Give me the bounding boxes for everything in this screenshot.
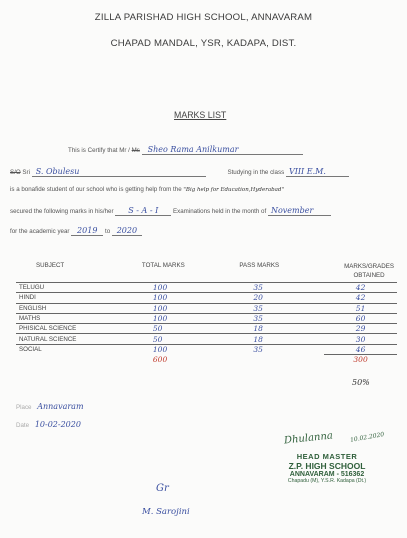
father-name: S. Obulesu xyxy=(32,167,206,177)
total-marks-cell: 100 xyxy=(139,283,231,293)
so-label: S/O xyxy=(10,169,21,176)
table-row xyxy=(16,313,397,323)
exam-prefix: secured the following marks in his/her xyxy=(10,208,114,215)
total-marks-cell: 100 xyxy=(139,344,231,354)
stamp-line-2: Z.P. HIGH SCHOOL xyxy=(288,461,366,471)
subject-cell: HINDI xyxy=(16,293,139,303)
pass-marks-cell: 18 xyxy=(231,324,324,334)
subject-cell: MATHS xyxy=(16,313,139,323)
obtained-marks-cell: 42 xyxy=(324,293,397,303)
headmaster-signature: Dhulanna xyxy=(283,430,334,447)
school-name: ZILLA PARISHAD HIGH SCHOOL, ANNAVARAM xyxy=(94,12,313,23)
totals-subject-cell xyxy=(16,355,139,365)
subject-cell: PHISICAL SCIENCE xyxy=(16,324,139,334)
class-value: VIII E.M. xyxy=(286,167,349,177)
total-marks-cell: 100 xyxy=(139,303,231,313)
header-subject: SUBJECT xyxy=(36,262,65,269)
header-marks-obtained: MARKS/GRADES OBTAINED xyxy=(344,263,394,279)
exam-month: November xyxy=(268,206,331,216)
certify-prefix: This is Certify that Mr / xyxy=(68,147,130,154)
obtained-marks-cell: 29 xyxy=(324,324,397,334)
table-row xyxy=(16,334,397,344)
school-address: CHAPAD MANDAL, YSR, KADAPA, DIST. xyxy=(110,38,297,49)
table-row xyxy=(16,303,397,313)
table-row xyxy=(16,293,397,303)
obtained-marks-cell: 46 xyxy=(324,344,397,354)
date-value: 10-02-2020 xyxy=(34,420,81,429)
date-label: Date xyxy=(16,422,30,429)
table-row xyxy=(16,324,397,334)
year-to: 2020 xyxy=(112,226,142,236)
stamp-line-1: HEAD MASTER xyxy=(296,452,358,461)
teacher-name: M. Sarojini xyxy=(142,507,190,517)
total-marks-cell: 50 xyxy=(139,324,231,334)
bonafide-text: is a bonafide student of our school who is getting help from the xyxy=(10,186,182,193)
total-marks-cell: 100 xyxy=(139,293,231,303)
bonafide-line xyxy=(10,186,284,193)
place-value: Annavaram xyxy=(37,402,84,411)
sum-obtained-marks: 300 xyxy=(324,355,397,365)
obtained-marks-cell: 60 xyxy=(324,313,397,323)
subject-cell: NATURAL SCIENCE xyxy=(16,334,139,344)
total-marks-cell: 50 xyxy=(139,334,231,344)
subject-cell: TELUGU xyxy=(16,283,139,293)
place-line xyxy=(16,402,84,411)
date-line xyxy=(16,420,81,429)
total-marks-cell: 100 xyxy=(139,313,231,323)
certify-line xyxy=(68,145,303,155)
header-pass-marks: PASS MARKS xyxy=(239,262,280,269)
sri-label: Sri xyxy=(22,169,30,176)
stamp-line-3: ANNAVARAM - 516362 xyxy=(289,471,365,478)
parent-line xyxy=(10,167,349,177)
document-title: MARKS LIST xyxy=(174,110,227,120)
academic-year-line xyxy=(10,226,142,236)
pass-marks-cell: 35 xyxy=(231,313,324,323)
teacher-initials: Gr xyxy=(156,483,169,494)
exam-mid: Examinations held in the month of xyxy=(173,208,267,215)
obtained-marks-cell: 51 xyxy=(324,303,397,313)
pass-marks-cell: 35 xyxy=(231,283,324,293)
year-from: 2019 xyxy=(71,226,103,236)
table-row xyxy=(16,283,397,293)
sum-total-marks: 600 xyxy=(152,354,168,364)
struck-title: Ms xyxy=(131,147,140,154)
pass-marks-cell: 18 xyxy=(231,334,324,344)
table-header-row xyxy=(16,262,397,283)
exam-line xyxy=(10,206,331,216)
place-label: Place xyxy=(16,404,32,411)
stamp-line-4: Chapadu (M), Y.S.R. Kadapa (Dt.) xyxy=(287,478,367,484)
studying-label: Studying in the class xyxy=(227,169,285,176)
organization-name: "Big help for Education,Hyderabad" xyxy=(183,187,284,193)
academic-year-prefix: for the academic year xyxy=(10,228,70,235)
totals-row xyxy=(16,355,397,365)
totals-pass-cell xyxy=(231,355,324,365)
header-total-marks: TOTAL MARKS xyxy=(141,262,185,269)
subject-cell: ENGLISH xyxy=(16,303,139,313)
pass-marks-cell: 35 xyxy=(231,344,324,354)
student-name: Sheo Rama Anilkumar xyxy=(142,145,303,155)
year-to-label: to xyxy=(104,228,111,235)
percentage-score: 50% xyxy=(352,378,370,387)
marks-table xyxy=(16,262,397,364)
table-row xyxy=(16,344,397,354)
pass-marks-cell: 35 xyxy=(231,303,324,313)
headmaster-stamp xyxy=(262,452,392,484)
subject-cell: SOCIAL xyxy=(16,344,139,354)
exam-name: S - A - I xyxy=(115,206,171,216)
headmaster-signature-date: 10.02.2020 xyxy=(349,431,385,444)
pass-marks-cell: 20 xyxy=(231,293,324,303)
obtained-marks-cell: 42 xyxy=(324,283,397,293)
obtained-marks-cell: 30 xyxy=(324,334,397,344)
